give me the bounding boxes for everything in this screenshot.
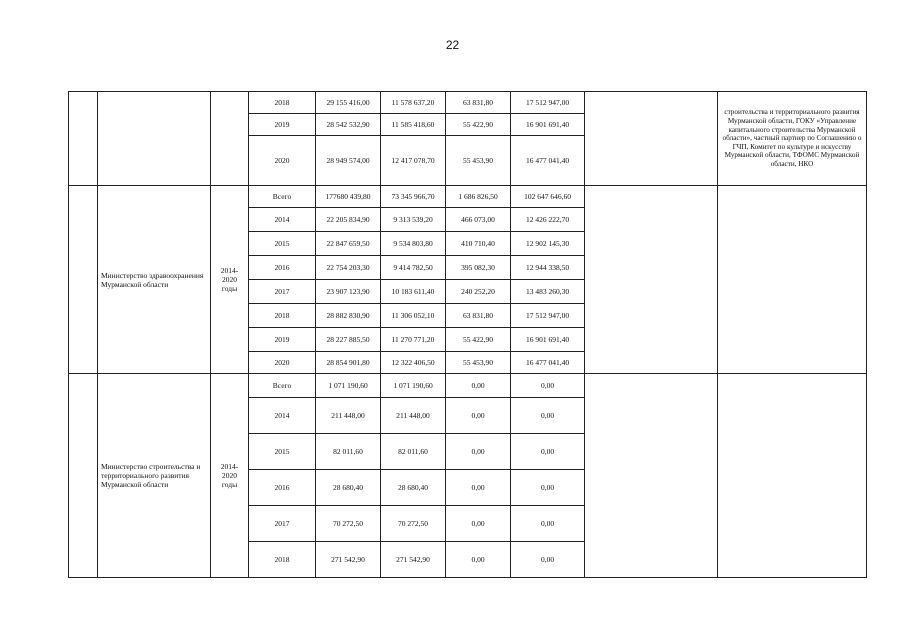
- regional-amount-cell: 12 417 078,70: [381, 136, 446, 186]
- other-amount-cell: 16 477 041,40: [511, 352, 585, 374]
- responsible-name-cell: Министерство здравоохранения Мурманской области: [98, 186, 211, 374]
- total-amount-cell: 177680 439,80: [316, 186, 381, 208]
- year-cell: 2015: [249, 434, 316, 470]
- indicator-cell: [585, 186, 718, 374]
- total-amount-cell: 28 227 885,50: [316, 328, 381, 352]
- total-amount-cell: 1 071 190,60: [316, 374, 381, 398]
- regional-amount-cell: 11 270 771,20: [381, 328, 446, 352]
- regional-amount-cell: 11 306 052,10: [381, 304, 446, 328]
- year-cell: 2017: [249, 280, 316, 304]
- indicator-cell: [585, 92, 718, 186]
- other-amount-cell: 0,00: [511, 434, 585, 470]
- responsible-name-cell: Министерство строительства и территориального развития Мурманской области: [98, 374, 211, 578]
- other-amount-cell: 12 902 145,30: [511, 232, 585, 256]
- year-cell: 2019: [249, 114, 316, 136]
- regional-amount-cell: 70 272,50: [381, 506, 446, 542]
- other-amount-cell: 16 901 691,40: [511, 114, 585, 136]
- regional-amount-cell: 11 578 637,20: [381, 92, 446, 114]
- total-amount-cell: 28 680,40: [316, 470, 381, 506]
- total-amount-cell: 22 205 834,90: [316, 208, 381, 232]
- year-cell: 2016: [249, 470, 316, 506]
- regional-amount-cell: 9 414 782,50: [381, 256, 446, 280]
- regional-amount-cell: 10 183 611,40: [381, 280, 446, 304]
- total-amount-cell: 28 882 830,90: [316, 304, 381, 328]
- federal-amount-cell: 240 252,20: [446, 280, 511, 304]
- federal-amount-cell: 410 710,40: [446, 232, 511, 256]
- executors-cell: [718, 186, 867, 374]
- total-amount-cell: 23 907 123,90: [316, 280, 381, 304]
- budget-table: [68, 91, 867, 578]
- regional-amount-cell: 9 534 803,80: [381, 232, 446, 256]
- total-amount-cell: 22 847 659,50: [316, 232, 381, 256]
- year-cell: 2018: [249, 92, 316, 114]
- federal-amount-cell: 55 422,90: [446, 114, 511, 136]
- year-cell: 2015: [249, 232, 316, 256]
- table-row: [69, 92, 867, 114]
- total-amount-cell: 82 011,60: [316, 434, 381, 470]
- total-amount-cell: 28 949 574,00: [316, 136, 381, 186]
- other-amount-cell: 16 477 041,40: [511, 136, 585, 186]
- federal-amount-cell: 0,00: [446, 434, 511, 470]
- year-cell: 2020: [249, 352, 316, 374]
- federal-amount-cell: 0,00: [446, 374, 511, 398]
- federal-amount-cell: 0,00: [446, 470, 511, 506]
- row-number-cell: [69, 186, 98, 374]
- federal-amount-cell: 466 073,00: [446, 208, 511, 232]
- row-number-cell: [69, 374, 98, 578]
- federal-amount-cell: 55 453,90: [446, 352, 511, 374]
- total-amount-cell: 28 542 532,90: [316, 114, 381, 136]
- other-amount-cell: 13 483 260,30: [511, 280, 585, 304]
- year-cell: 2018: [249, 304, 316, 328]
- federal-amount-cell: 63 831,80: [446, 92, 511, 114]
- federal-amount-cell: 55 453,90: [446, 136, 511, 186]
- executors-cell: [718, 374, 867, 578]
- regional-amount-cell: 9 313 539,20: [381, 208, 446, 232]
- other-amount-cell: 0,00: [511, 374, 585, 398]
- year-cell: Всего: [249, 374, 316, 398]
- regional-amount-cell: 12 322 406,50: [381, 352, 446, 374]
- total-amount-cell: 29 155 416,00: [316, 92, 381, 114]
- responsible-name-cell: [98, 92, 211, 186]
- regional-amount-cell: 211 448,00: [381, 398, 446, 434]
- regional-amount-cell: 73 345 966,70: [381, 186, 446, 208]
- year-cell: 2014: [249, 398, 316, 434]
- budget-table-body: [69, 92, 867, 578]
- federal-amount-cell: 63 831,80: [446, 304, 511, 328]
- federal-amount-cell: 55 422,90: [446, 328, 511, 352]
- year-cell: 2014: [249, 208, 316, 232]
- table-row: [69, 374, 867, 398]
- year-cell: 2016: [249, 256, 316, 280]
- table-row: [69, 186, 867, 208]
- other-amount-cell: 12 426 222,70: [511, 208, 585, 232]
- total-amount-cell: 211 448,00: [316, 398, 381, 434]
- regional-amount-cell: 28 680,40: [381, 470, 446, 506]
- other-amount-cell: 0,00: [511, 542, 585, 578]
- year-cell: 2019: [249, 328, 316, 352]
- total-amount-cell: 28 854 901,80: [316, 352, 381, 374]
- year-cell: 2020: [249, 136, 316, 186]
- other-amount-cell: 12 944 338,50: [511, 256, 585, 280]
- other-amount-cell: 0,00: [511, 506, 585, 542]
- executors-cell: строительства и территориального развития Мурманской области, ГОКУ «Управление капитального строительства Мурманской области», частный партнер по Соглашению о ГЧП, Комитет по культуре и искусству Мурманской области, ТФОМС Мурманской области, НКО: [718, 92, 867, 186]
- federal-amount-cell: 395 082,30: [446, 256, 511, 280]
- total-amount-cell: 22 754 203,30: [316, 256, 381, 280]
- year-cell: Всего: [249, 186, 316, 208]
- regional-amount-cell: 11 585 418,60: [381, 114, 446, 136]
- period-cell: 2014-2020 годы: [211, 374, 249, 578]
- period-cell: 2014-2020 годы: [211, 186, 249, 374]
- other-amount-cell: 17 512 947,00: [511, 92, 585, 114]
- regional-amount-cell: 82 011,60: [381, 434, 446, 470]
- other-amount-cell: 17 512 947,00: [511, 304, 585, 328]
- other-amount-cell: 0,00: [511, 398, 585, 434]
- indicator-cell: [585, 374, 718, 578]
- federal-amount-cell: 0,00: [446, 398, 511, 434]
- other-amount-cell: 16 901 691,40: [511, 328, 585, 352]
- federal-amount-cell: 1 686 826,50: [446, 186, 511, 208]
- federal-amount-cell: 0,00: [446, 542, 511, 578]
- page-number: 22: [445, 38, 460, 52]
- regional-amount-cell: 271 542,90: [381, 542, 446, 578]
- federal-amount-cell: 0,00: [446, 506, 511, 542]
- year-cell: 2018: [249, 542, 316, 578]
- period-cell: [211, 92, 249, 186]
- year-cell: 2017: [249, 506, 316, 542]
- other-amount-cell: 102 647 646,60: [511, 186, 585, 208]
- total-amount-cell: 70 272,50: [316, 506, 381, 542]
- total-amount-cell: 271 542,90: [316, 542, 381, 578]
- other-amount-cell: 0,00: [511, 470, 585, 506]
- row-number-cell: [69, 92, 98, 186]
- regional-amount-cell: 1 071 190,60: [381, 374, 446, 398]
